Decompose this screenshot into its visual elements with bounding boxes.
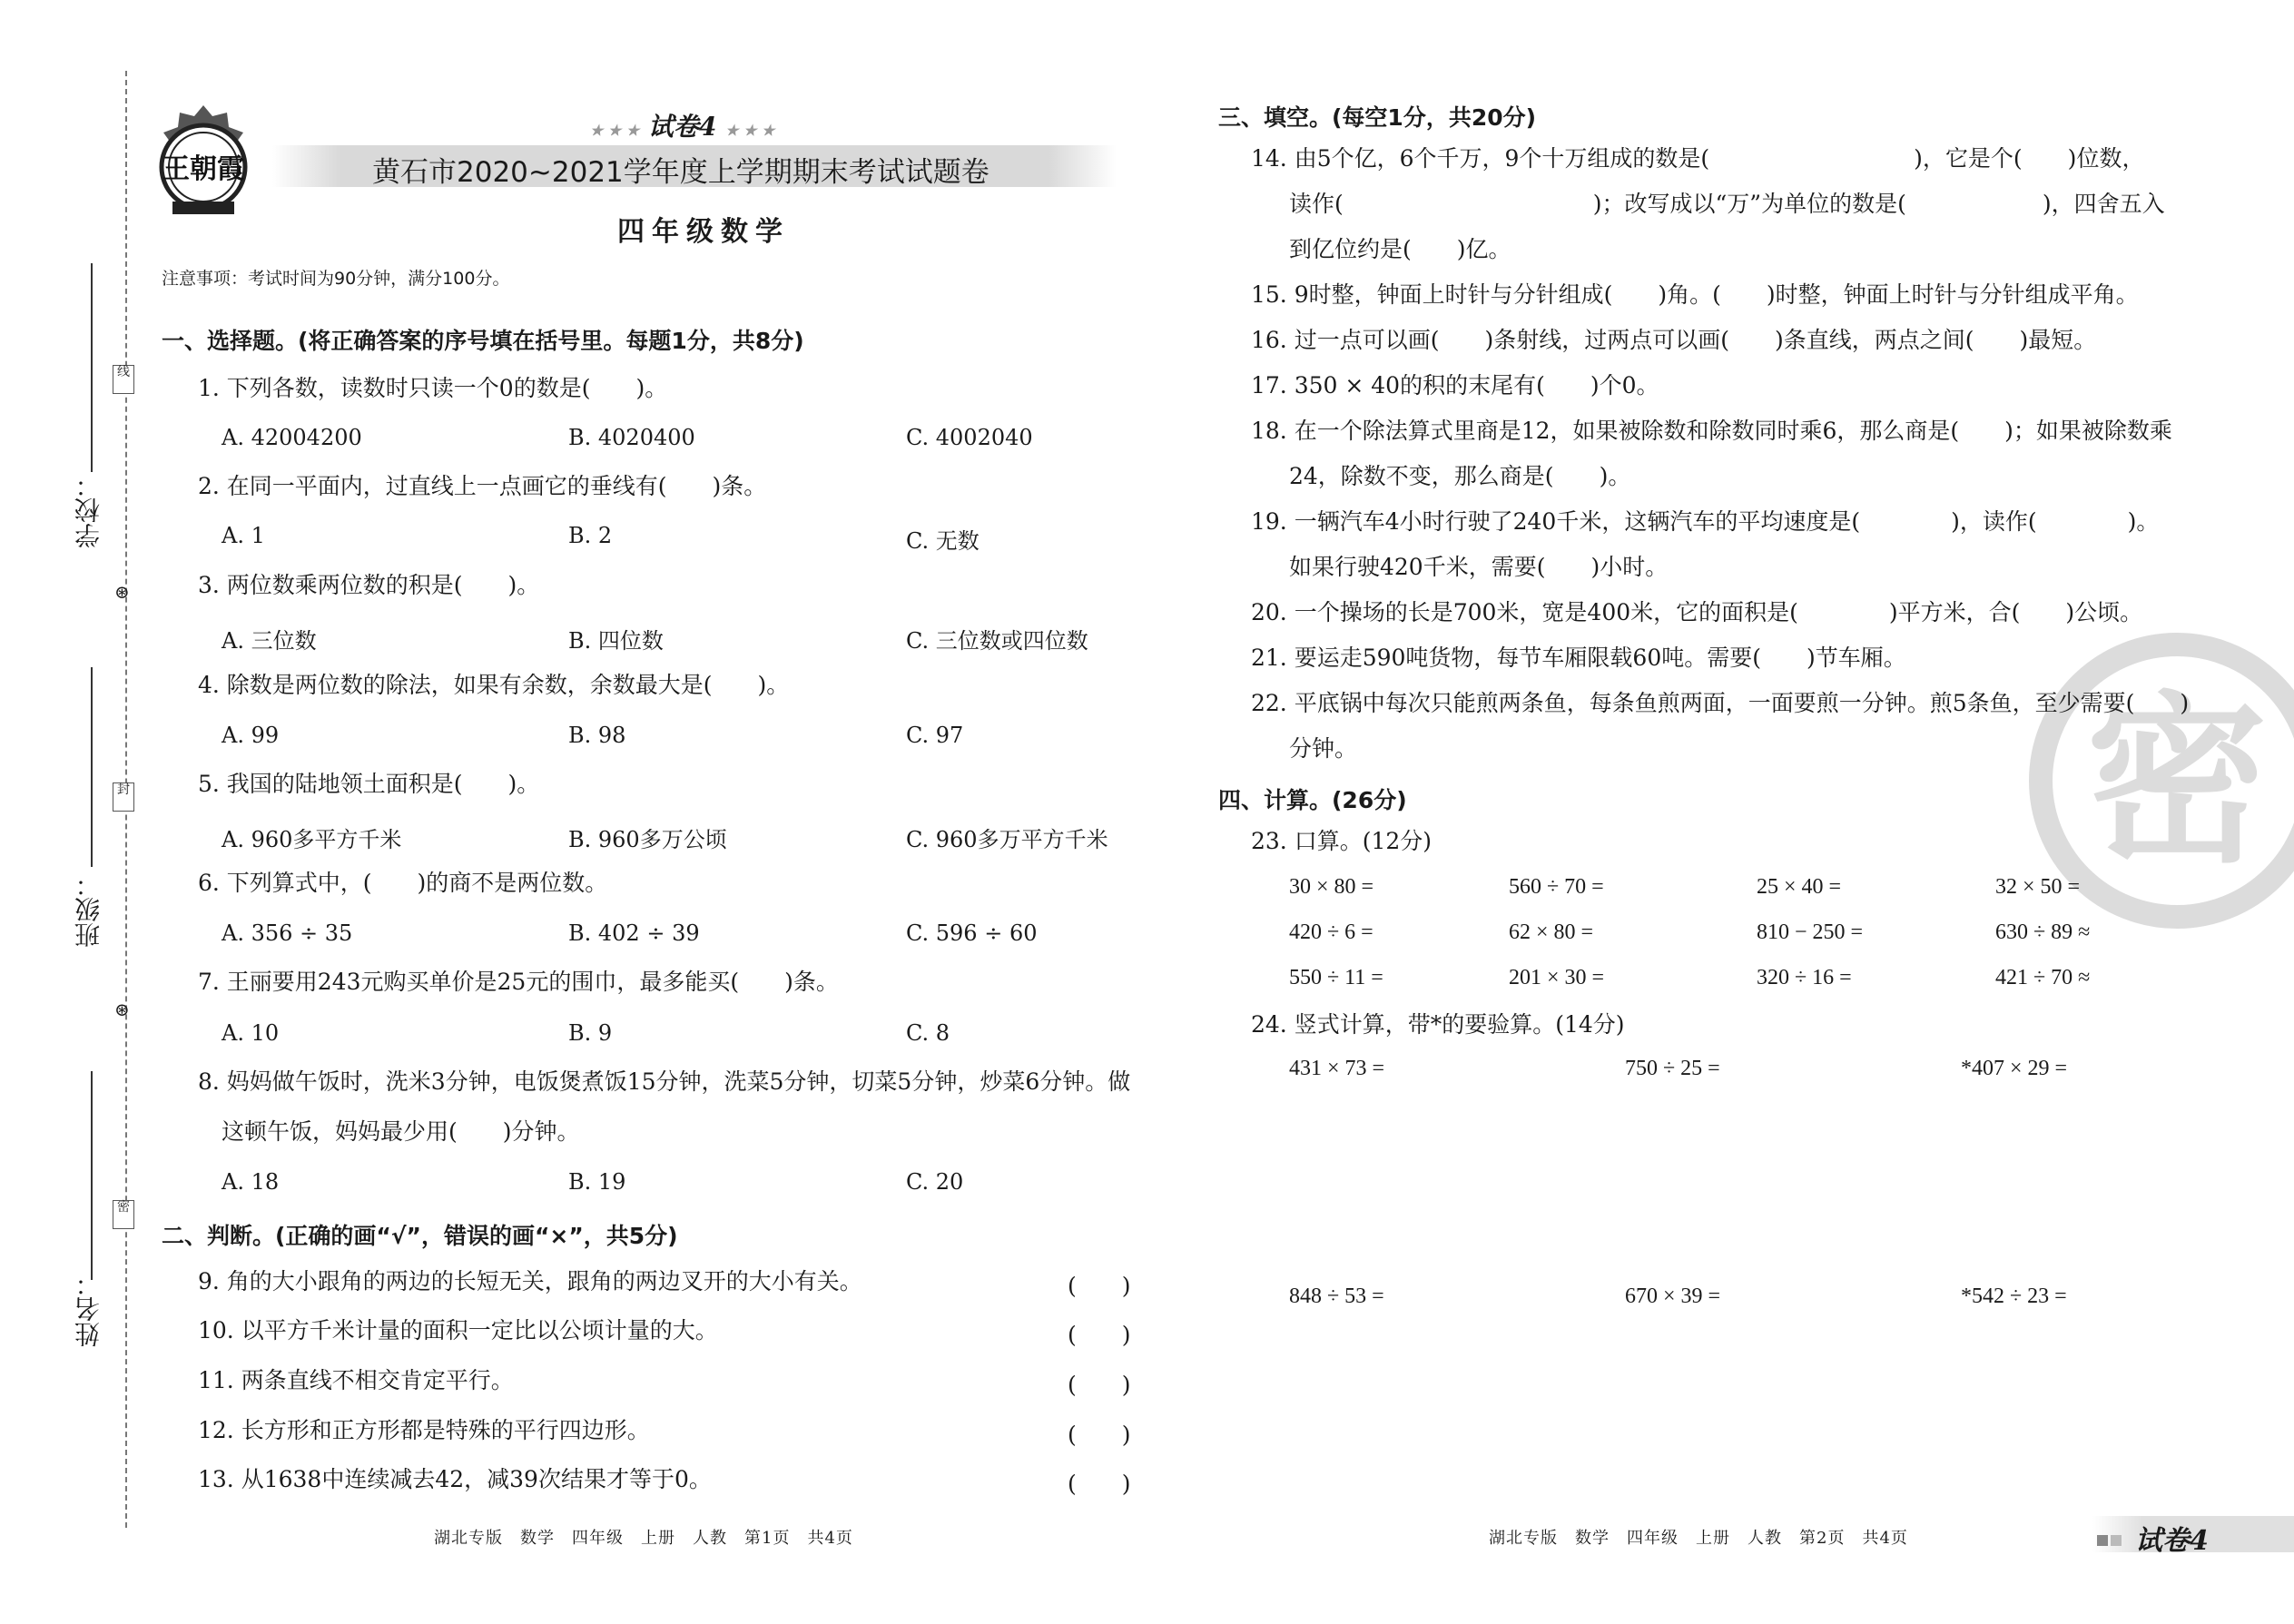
q8-option-b[interactable]: B. 19 [568, 1169, 626, 1195]
judge-question-13: 13. 从1638中连续减去42，减39次结果才等于0。 [198, 1466, 712, 1492]
fill-q22-line1: 22. 平底锅中每次只能煎两条鱼，每条鱼煎两面，一面要煎一分钟。煎5条鱼，至少需要( ) [1251, 690, 2190, 716]
question-8: 8. 妈妈做午饭时，洗米3分钟，电饭煲煮饭15分钟，洗菜5分钟，切菜5分钟，炒菜6分钟。做 [198, 1068, 1131, 1095]
judge-answer-11[interactable]: ( ) [1068, 1372, 1131, 1398]
q24-title: 24. 竖式计算，带*的要验算。(14分) [1251, 1011, 1625, 1038]
fill-q14-line1: 14. 由5个亿，6个千万，9个十万组成的数是( )，它是个( )位数， [1251, 145, 2145, 172]
q5-option-b[interactable]: B. 960多万公顷 [568, 827, 727, 852]
q6-option-a[interactable]: A. 356 ÷ 35 [222, 920, 353, 946]
q2-option-b[interactable]: B. 2 [568, 523, 613, 548]
q5-option-c[interactable]: C. 960多万平方千米 [906, 827, 1108, 852]
q6-option-b[interactable]: B. 402 ÷ 39 [568, 920, 700, 946]
q4-option-c[interactable]: C. 97 [906, 723, 964, 748]
fill-q19-line1: 19. 一辆汽车4小时行驶了240千米，这辆汽车的平均速度是( )，读作( )。 [1251, 508, 2160, 535]
fill-q18-line2: 24，除数不变，那么商是( )。 [1289, 463, 1631, 489]
q3-option-c[interactable]: C. 三位数或四位数 [906, 628, 1088, 654]
fill-q14-line2: 读作( )；改写成以“万”为单位的数是( )，四舍五入 [1289, 191, 2165, 217]
vertical-calc: 750 ÷ 25 = [1625, 1057, 1720, 1080]
q4-option-b[interactable]: B. 98 [568, 723, 626, 748]
footer-page-1: 湖北专版 数学 四年级 上册 人教 第1页 共4页 [434, 1529, 853, 1548]
oral-calc: 560 ÷ 70 = [1509, 875, 1604, 899]
vertical-calc: *542 ÷ 23 = [1961, 1284, 2067, 1308]
section1-title: 一、选择题。(将正确答案的序号填在括号里。每题1分，共8分) [162, 328, 804, 354]
oral-calc: 62 × 80 = [1509, 920, 1594, 944]
q1-option-a[interactable]: A. 42004200 [222, 425, 362, 450]
fill-q18-line1: 18. 在一个除法算式里商是12，如果被除数和除数同时乘6，那么商是( )；如果被除数乘 [1251, 418, 2172, 444]
q1-option-c[interactable]: C. 4002040 [906, 425, 1033, 450]
fill-q21: 21. 要运走590吨货物，每节车厢限载60吨。需要( )节车厢。 [1251, 645, 1906, 671]
q2-option-c[interactable]: C. 无数 [906, 528, 980, 554]
vertical-calc: 431 × 73 = [1289, 1057, 1385, 1080]
fill-q19-line2: 如果行驶420千米，需要( )小时。 [1289, 554, 1669, 580]
binding-mark-seal: 封 [113, 782, 134, 812]
section4-title: 四、计算。(26分) [1218, 787, 1407, 813]
vertical-calc: 848 ÷ 53 = [1289, 1284, 1384, 1308]
q8-option-a[interactable]: A. 18 [222, 1169, 280, 1195]
oral-calc: 810 − 250 = [1757, 920, 1864, 944]
question-6: 6. 下列算式中，( )的商不是两位数。 [198, 870, 608, 896]
footer-tag-squares [2097, 1532, 2122, 1550]
oral-calc: 201 × 30 = [1509, 966, 1605, 989]
question-5: 5. 我国的陆地领土面积是( )。 [198, 771, 540, 797]
fill-q15: 15. 9时整，钟面上时针与分针组成( )角。( )时整，钟面上时针与分针组成平角。 [1251, 281, 2139, 308]
question-7: 7. 王丽要用243元购买单价是25元的围巾，最多能买( )条。 [198, 969, 839, 995]
oral-calc: 25 × 40 = [1757, 875, 1842, 899]
q4-option-a[interactable]: A. 99 [222, 723, 280, 748]
question-8-cont: 这顿午饭，妈妈最少用( )分钟。 [222, 1118, 580, 1145]
q1-option-b[interactable]: B. 4020400 [568, 425, 695, 450]
oral-calc: 30 × 80 = [1289, 875, 1374, 899]
vertical-calc: *407 × 29 = [1961, 1057, 2068, 1080]
judge-question-9: 9. 角的大小跟角的两边的长短无关，跟角的两边叉开的大小有关。 [198, 1268, 862, 1294]
brand-logo [156, 102, 251, 220]
name-field-line[interactable] [91, 1071, 93, 1280]
svg-text:密: 密 [2085, 676, 2269, 888]
fill-q14-line3: 到亿位约是( )亿。 [1289, 236, 1511, 262]
school-field-line[interactable] [91, 263, 93, 472]
q5-option-a[interactable]: A. 960多平方千米 [222, 827, 402, 852]
oral-calc: 320 ÷ 16 = [1757, 966, 1852, 989]
section2-title: 二、判断。(正确的画“√”，错误的画“×”，共5分) [162, 1223, 678, 1249]
binding-seal-icon-1: ⊛ [114, 581, 130, 603]
subject-title: 四年级数学 [617, 216, 790, 248]
vertical-calc: 670 × 39 = [1625, 1284, 1721, 1308]
q3-option-a[interactable]: A. 三位数 [222, 628, 317, 654]
q7-option-c[interactable]: C. 8 [906, 1020, 950, 1046]
fill-q16: 16. 过一点可以画( )条射线，过两点可以画( )条直线，两点之间( )最短。 [1251, 327, 2097, 353]
q7-option-b[interactable]: B. 9 [568, 1020, 613, 1046]
question-1: 1. 下列各数，读数时只读一个0的数是( )。 [198, 375, 668, 401]
series-label-header: ★ ★ ★ 试卷4 ★ ★ ★ [590, 112, 775, 142]
judge-question-11: 11. 两条直线不相交肯定平行。 [198, 1367, 514, 1393]
footer-series-tag: 试卷4 [2135, 1525, 2209, 1557]
q8-option-c[interactable]: C. 20 [906, 1169, 964, 1195]
school-label: 学校： [74, 472, 103, 548]
q2-option-a[interactable]: A. 1 [222, 523, 265, 548]
q7-option-a[interactable]: A. 10 [222, 1020, 280, 1046]
question-4: 4. 除数是两位数的除法，如果有余数，余数最大是( )。 [198, 672, 790, 698]
binding-seal-icon-2: ⊛ [114, 999, 130, 1020]
oral-calc: 550 ÷ 11 = [1289, 966, 1383, 989]
fill-q22-line2: 分钟。 [1289, 735, 1358, 762]
judge-answer-9[interactable]: ( ) [1068, 1273, 1131, 1299]
class-field-line[interactable] [91, 667, 93, 867]
oral-calc: 420 ÷ 6 = [1289, 920, 1373, 944]
question-3: 3. 两位数乘两位数的积是( )。 [198, 572, 540, 598]
judge-answer-10[interactable]: ( ) [1068, 1322, 1131, 1348]
footer-page-2: 湖北专版 数学 四年级 上册 人教 第2页 共4页 [1489, 1529, 1908, 1548]
svg-text:王朝霞: 王朝霞 [162, 153, 244, 185]
class-label: 班级： [74, 871, 103, 948]
q23-title: 23. 口算。(12分) [1251, 828, 1433, 854]
name-label: 姓名： [74, 1271, 103, 1347]
section3-title: 三、填空。(每空1分，共20分) [1218, 104, 1537, 131]
notice-text: 注意事项：考试时间为90分钟，满分100分。 [162, 269, 510, 289]
oral-calc: 630 ÷ 89 ≈ [1995, 920, 2091, 944]
binding-mark-line: 线 [113, 365, 134, 394]
judge-question-12: 12. 长方形和正方形都是特殊的平行四边形。 [198, 1417, 650, 1443]
q3-option-b[interactable]: B. 四位数 [568, 628, 664, 654]
fill-q17: 17. 350 × 40的积的末尾有( )个0。 [1251, 372, 1659, 399]
judge-answer-12[interactable]: ( ) [1068, 1422, 1131, 1448]
oral-calc: 32 × 50 = [1995, 875, 2081, 899]
exam-title: 黄石市2020~2021学年度上学期期末考试试题卷 [372, 156, 989, 189]
binding-mark-secret: 密 [113, 1200, 134, 1229]
judge-answer-13[interactable]: ( ) [1068, 1471, 1131, 1497]
q6-option-c[interactable]: C. 596 ÷ 60 [906, 920, 1038, 946]
fill-q20: 20. 一个操场的长是700米，宽是400米，它的面积是( )平方米，合( )公顷。 [1251, 599, 2143, 625]
oral-calc: 421 ÷ 70 ≈ [1995, 966, 2091, 989]
question-2: 2. 在同一平面内，过直线上一点画它的垂线有( )条。 [198, 473, 767, 499]
judge-question-10: 10. 以平方千米计量的面积一定比以公顷计量的大。 [198, 1317, 718, 1343]
